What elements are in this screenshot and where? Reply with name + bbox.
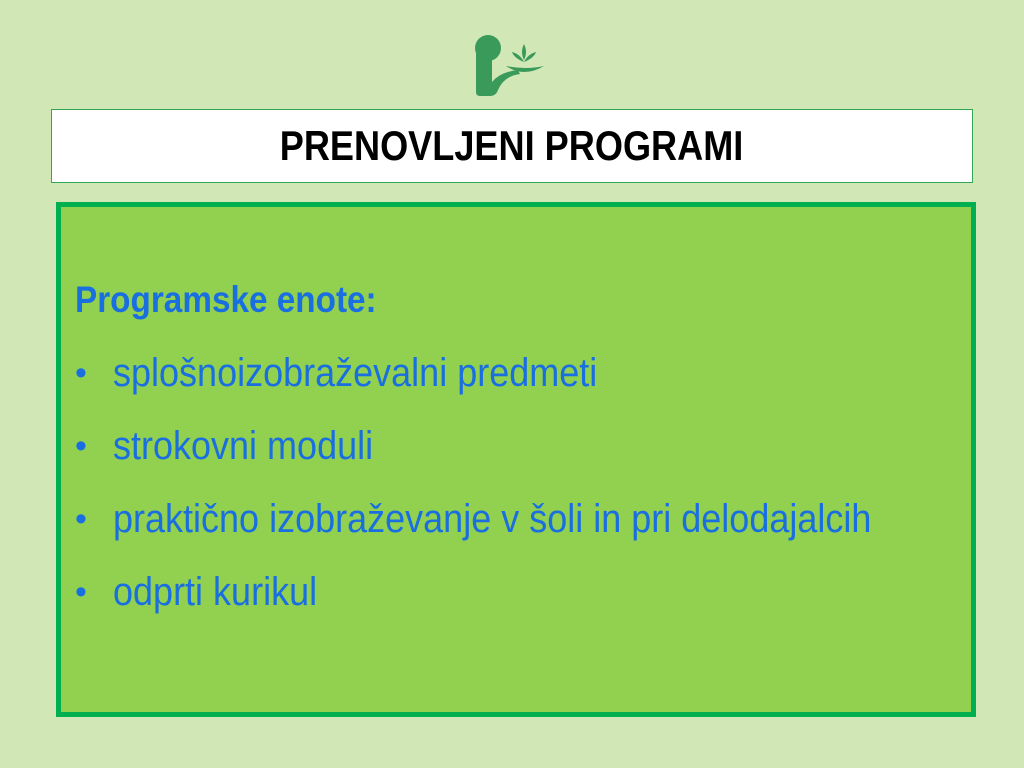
bullet-dot: • [75, 427, 87, 465]
list-item [75, 347, 955, 400]
bullet-dot: • [75, 573, 87, 611]
bullet-text: strokovni moduli [113, 424, 374, 468]
bullet-text: splošnoizobraževalni predmeti [113, 351, 598, 395]
bullet-list [75, 347, 955, 639]
list-item [75, 420, 955, 473]
bullet-text: odprti kurikul [113, 570, 318, 614]
slide-title: PRENOVLJENI PROGRAMI [280, 122, 744, 169]
content-box [56, 202, 976, 717]
leaf-lamp-logo-icon [470, 30, 546, 98]
list-item [75, 566, 955, 619]
bullet-dot: • [75, 354, 87, 392]
content-heading: Programske enote: [75, 279, 377, 320]
list-item [75, 493, 955, 546]
bullet-dot: • [75, 500, 87, 538]
title-box [51, 109, 973, 183]
bullet-text: praktično izobraževanje v šoli in pri delodajalcih [113, 497, 872, 541]
